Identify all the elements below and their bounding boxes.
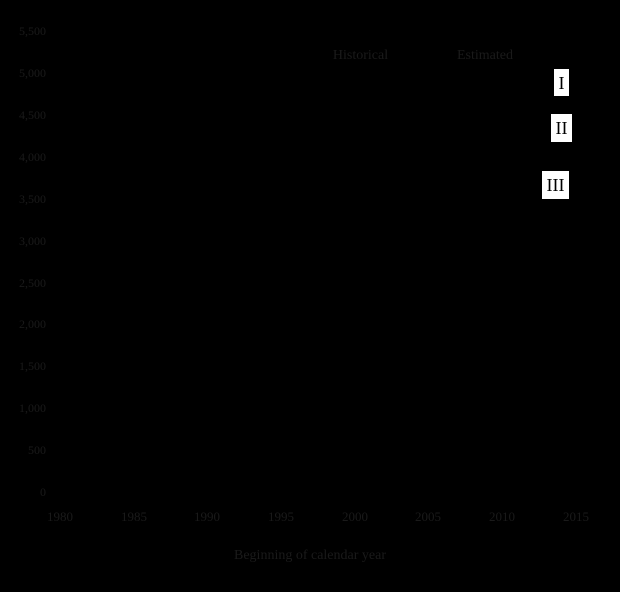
y-tick-label: 0 xyxy=(40,485,46,499)
y-tick-label: 2,500 xyxy=(19,276,46,290)
y-tick-label: 3,000 xyxy=(19,234,46,248)
x-tick-label: 1980 xyxy=(47,509,73,524)
y-tick-label: 3,500 xyxy=(19,192,46,206)
y-tick-label: 4,500 xyxy=(19,108,46,122)
x-tick-label: 2015 xyxy=(563,509,589,524)
x-tick-label: 2000 xyxy=(342,509,368,524)
x-axis-title: Beginning of calendar year xyxy=(234,548,386,563)
plot-area xyxy=(49,21,589,502)
annotation-historical: Historical xyxy=(332,48,389,63)
y-tick-label: 2,000 xyxy=(19,317,46,331)
series-label-III: III xyxy=(546,175,565,195)
series-label-I: I xyxy=(558,72,565,93)
series-label-II: II xyxy=(555,118,568,138)
annotation-estimated: Estimated xyxy=(457,48,513,63)
x-tick-label: 1985 xyxy=(121,509,147,524)
x-tick-label: 1990 xyxy=(194,509,220,524)
x-tick-label: 1995 xyxy=(268,509,294,524)
y-tick-label: 4,000 xyxy=(19,150,46,164)
y-tick-label: 5,000 xyxy=(19,66,46,80)
y-tick-label: 5,500 xyxy=(19,24,46,38)
y-tick-label: 1,000 xyxy=(19,401,46,415)
y-tick-label: 500 xyxy=(28,443,46,457)
series-label-box-II xyxy=(551,114,572,142)
y-tick-label: 1,500 xyxy=(19,359,46,373)
x-tick-label: 2005 xyxy=(415,509,441,524)
series-label-box-I xyxy=(554,69,569,96)
series-label-box-III xyxy=(542,171,569,199)
x-tick-label: 2010 xyxy=(489,509,515,524)
